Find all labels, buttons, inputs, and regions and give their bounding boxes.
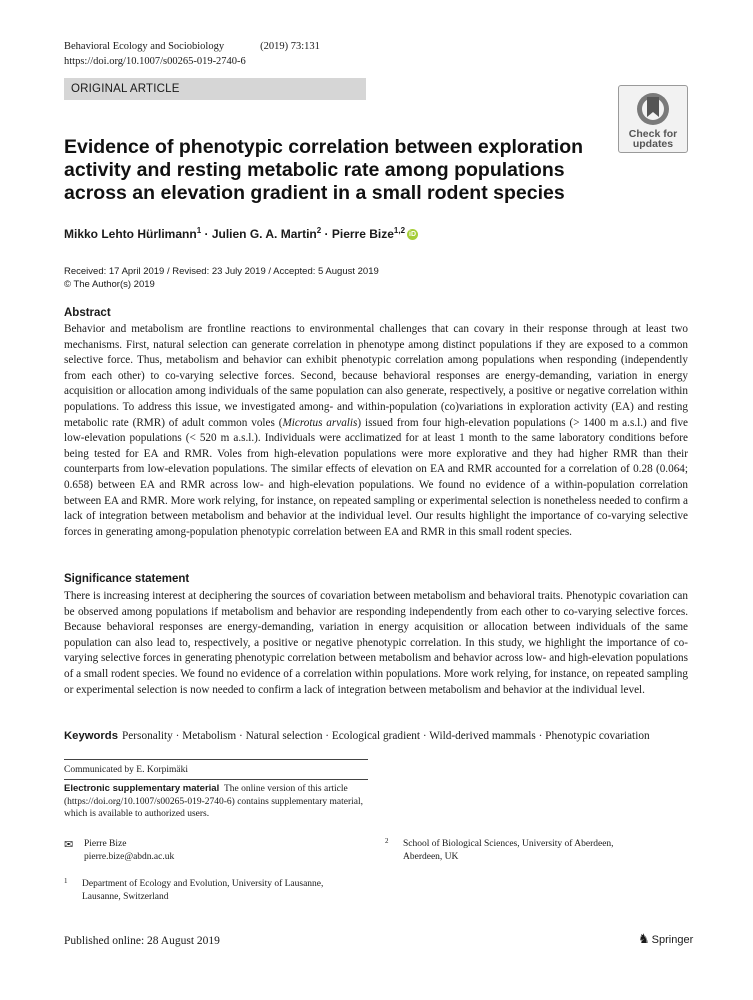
author-affiliation: 1 bbox=[196, 226, 202, 235]
journal-name: Behavioral Ecology and Sociobiology bbox=[64, 41, 225, 52]
journal-header bbox=[64, 41, 320, 52]
keywords-list: Personality · Metabolism · Natural selection · Ecological gradient · Wild-derived mammals · Phenotypic covariation bbox=[122, 730, 650, 742]
abstract-text: Behavior and metabolism are frontline reactions to environmental challenges that can covary in their response through at least two mechanisms. First, natural selection can generate correlation in phenotype among distinct populations if they are exposed to a common selective force. Thus, metabolism and behavior can exhibit phenotypic correlation among populations when responding (independently from each other) to co-varying selective forces. Second, because behavioral responses are energy-demanding, variation in energy acquisition or allocation among individuals of the same population can also generate, respectively, a positive or negative correlation within populations. To address this issue, we investigated among- and within-population (co)variations in exploration activity (EA) and resting metabolic rate (RMR) of adult common voles (Microtus arvalis) issued from four high-elevation populations (> 1400 m a.s.l.) and five low-elevation populations (< 520 m a.s.l.). Individuals were acclimatized for at least 1 month to the same laboratory conditions before being tested for EA and RMR. Voles from high-elevation populations were more explorative and they had higher RMR than their counterparts from low-elevation populations. The similar effects of elevation on EA and RMR accounted for a correlation of 0.28 (0.064; 0.658) between EA and RMR across low- and high-elevation populations. We found no evidence of a within-population correlation between EA and RMR. More work relying, for instance, on repeated sampling or experimental selection is nonetheless needed to confirm a lack of integration between metabolism and behavior at the individual level. Our results highlight the importance of co-varying selective forces in generating among-population phenotypic correlation between EA and RMR in this small rodent species. bbox=[64, 323, 688, 538]
check-for-updates-label: Check for updates bbox=[628, 128, 678, 150]
corresponding-name: Pierre Bize bbox=[84, 839, 127, 849]
esm-text: The online version of this article (https://doi.org/10.1007/s00265-019-2740-6) contains supplementary material, which is available to authorized users. bbox=[64, 784, 364, 820]
significance-text: There is increasing interest at deciphering the sources of covariation between metabolism and behavioral traits. Phenotypic covariation can be observed among populations if metabolism and behavior are responding independently from each other to co-varying selective forces. Because behavioral responses are energy-demanding, variation in energy acquisition or allocation between individuals of the same population can also lead to, respectively, a positive or negative phenotypic correlation. In this study, we highlight the importance of co-varying selective forces in generating phenotypic correlation between metabolism and behavior across low- and high-elevation populations of a small rodent species. We found no evidence of a correlation within populations. More work relying, for instance, on repeated sampling or experimental selection is now needed to confirm a lack of integration between metabolism and behavior at the individual level. bbox=[64, 590, 688, 696]
author-list: Mikko Lehto Hürlimann$^1$ · Julien G. A. Martin$^2$ · Pierre Bize$^{1,2}$ iD bbox=[64, 226, 417, 241]
abstract-heading: Abstract bbox=[64, 307, 111, 319]
author-name: Pierre Bize bbox=[331, 227, 394, 241]
author-affiliation: 1,2 bbox=[393, 226, 406, 235]
article-type-bar: ORIGINAL ARTICLE bbox=[64, 78, 366, 100]
author-name: Mikko Lehto Hürlimann bbox=[64, 227, 197, 241]
doi-link[interactable]: https://doi.org/10.1007/s00265-019-2740-6 bbox=[64, 56, 246, 67]
keywords-heading: Keywords bbox=[64, 730, 118, 742]
orcid-icon[interactable]: iD bbox=[409, 231, 417, 239]
communicated-by: Communicated by E. Korpimäki bbox=[64, 765, 189, 775]
footnote-rule bbox=[64, 779, 368, 780]
springer-horse-icon: ♞ bbox=[638, 931, 650, 946]
author-affiliation: 2 bbox=[316, 226, 322, 235]
envelope-icon: ✉ bbox=[64, 839, 74, 851]
esm-label: Electronic supplementary material bbox=[64, 783, 220, 794]
bookmark-icon bbox=[635, 91, 671, 127]
species-name: Microtus arvalis bbox=[282, 416, 358, 429]
footnote-rule bbox=[64, 759, 368, 760]
article-dates bbox=[64, 265, 379, 291]
check-for-updates-badge[interactable] bbox=[618, 85, 688, 153]
publisher-name: Springer bbox=[651, 934, 694, 946]
esm-note bbox=[64, 783, 368, 821]
paper-title: Evidence of phenotypic correlation between exploration activity and resting metabolic rate among populations across an elevation gradient in a small rodent species bbox=[64, 136, 584, 204]
author-name: Julien G. A. Martin bbox=[211, 227, 317, 241]
corresponding-email[interactable]: pierre.bize@abdn.ac.uk bbox=[84, 852, 175, 862]
keywords bbox=[64, 730, 714, 742]
significance-heading: Significance statement bbox=[64, 573, 190, 585]
published-date: Published online: 28 August 2019 bbox=[64, 935, 220, 947]
copyright-notice: © The Author(s) 2019 bbox=[64, 279, 155, 290]
publisher-logo bbox=[638, 931, 693, 947]
journal-volume: (2019) 73:131 bbox=[260, 41, 320, 52]
history-dates: Received: 17 April 2019 / Revised: 23 July 2019 / Accepted: 5 August 2019 bbox=[64, 266, 379, 277]
